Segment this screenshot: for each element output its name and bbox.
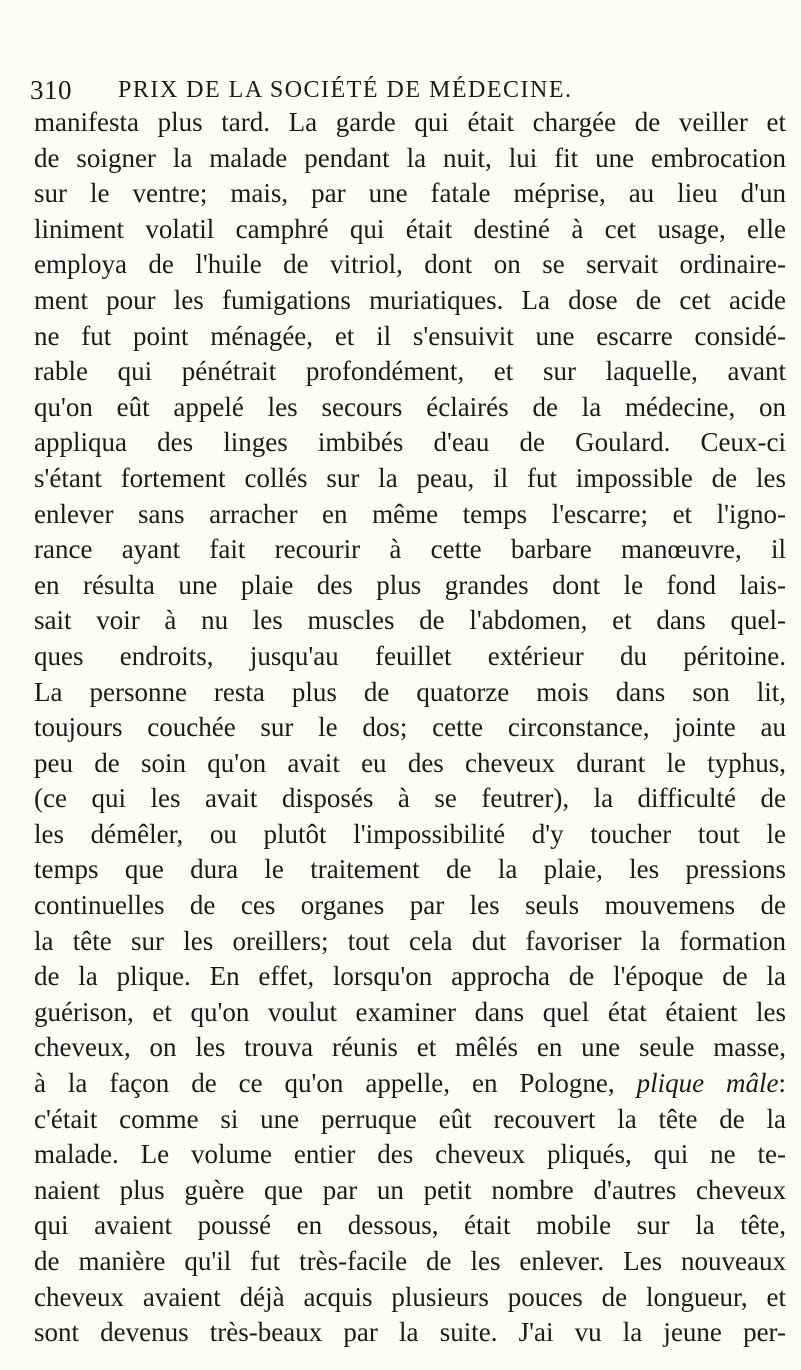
text-line: guérison, et qu'on voulut examiner dans quel état étaient les bbox=[34, 996, 786, 1027]
text-line: en résulta une plaie des plus grandes dont le fond lais- bbox=[34, 569, 786, 600]
text-line: cheveux, on les trouva réunis et mêlés en une seule masse, bbox=[34, 1032, 786, 1063]
text-line: c'était comme si une perruque eût recouvert la tête de la bbox=[34, 1103, 786, 1134]
text-line: sur le ventre; mais, par une fatale méprise, au lieu d'un bbox=[34, 178, 786, 209]
text-line: les démêler, ou plutôt l'impossibilité d'y toucher tout le bbox=[34, 818, 786, 849]
text-line: appliqua des linges imbibés d'eau de Goulard. Ceux-ci bbox=[34, 427, 786, 458]
text-line: ment pour les fumigations muriatiques. La dose de cet acide bbox=[34, 284, 786, 315]
text-line: liniment volatil camphré qui était destiné à cet usage, elle bbox=[34, 213, 786, 244]
text-line: sait voir à nu les muscles de l'abdomen, et dans quel- bbox=[34, 605, 786, 636]
text-line: de soigner la malade pendant la nuit, lui fit une embrocation bbox=[34, 142, 786, 173]
text-line: continuelles de ces organes par les seuls mouvemens de bbox=[34, 890, 786, 921]
text-line: s'étant fortement collés sur la peau, il fut impossible de les bbox=[34, 462, 786, 493]
text-line-with-italic bbox=[34, 1066, 786, 1102]
text-line: qu'on eût appelé les secours éclairés de la médecine, on bbox=[34, 391, 786, 422]
text-line: ques endroits, jusqu'au feuillet extérieur du péritoine. bbox=[34, 640, 786, 671]
text-line: temps que dura le traitement de la plaie, les pressions bbox=[34, 854, 786, 885]
running-head-title: PRIX DE LA SOCIÉTÉ DE MÉDECINE. bbox=[118, 77, 573, 103]
text-line: manifesta plus tard. La garde qui était chargée de veiller et bbox=[34, 107, 786, 137]
page-number: 310 bbox=[30, 75, 72, 105]
text-line: de la plique. En effet, lorsqu'on approcha de l'époque de la bbox=[34, 961, 786, 992]
text-line: (ce qui les avait disposés à se feutrer), la difficulté de bbox=[34, 783, 786, 814]
text-line: employa de l'huile de vitriol, dont on se servait ordinaire- bbox=[34, 249, 786, 280]
italic-term: plique mâle bbox=[636, 1068, 779, 1099]
running-head bbox=[30, 74, 770, 106]
text-line: ne fut point ménagée, et il s'ensuivit une escarre considé- bbox=[34, 320, 786, 351]
text-line: rable qui pénétrait profondément, et sur laquelle, avant bbox=[34, 356, 786, 387]
text-line: peu de soin qu'on avait eu des cheveux durant le typhus, bbox=[34, 747, 786, 778]
text-segment: : bbox=[778, 1068, 786, 1099]
text-line: malade. Le volume entier des cheveux pliqués, qui ne te- bbox=[34, 1139, 786, 1170]
text-line: la tête sur les oreillers; tout cela dut favoriser la formation bbox=[34, 925, 786, 956]
text-line: qui avaient poussé en dessous, était mobile sur la tête, bbox=[34, 1210, 786, 1241]
text-line: sont devenus très-beaux par la suite. J'ai vu la jeune per- bbox=[34, 1317, 786, 1348]
text-line: naient plus guère que par un petit nombre d'autres cheveux bbox=[34, 1174, 786, 1205]
text-line: toujours couchée sur le dos; cette circonstance, jointe au bbox=[34, 712, 786, 743]
text-line: cheveux avaient déjà acquis plusieurs pouces de longueur, et bbox=[34, 1281, 786, 1312]
text-line: enlever sans arracher en même temps l'escarre; et l'igno- bbox=[34, 498, 786, 529]
text-line: La personne resta plus de quatorze mois dans son lit, bbox=[34, 676, 786, 707]
text-line: rance ayant fait recourir à cette barbare manœuvre, il bbox=[34, 534, 786, 565]
text-segment: à la façon de ce qu'on appelle, en Pologne, bbox=[34, 1068, 637, 1099]
body-text bbox=[34, 105, 786, 1351]
text-line: de manière qu'il fut très-facile de les enlever. Les nouveaux bbox=[34, 1246, 786, 1276]
